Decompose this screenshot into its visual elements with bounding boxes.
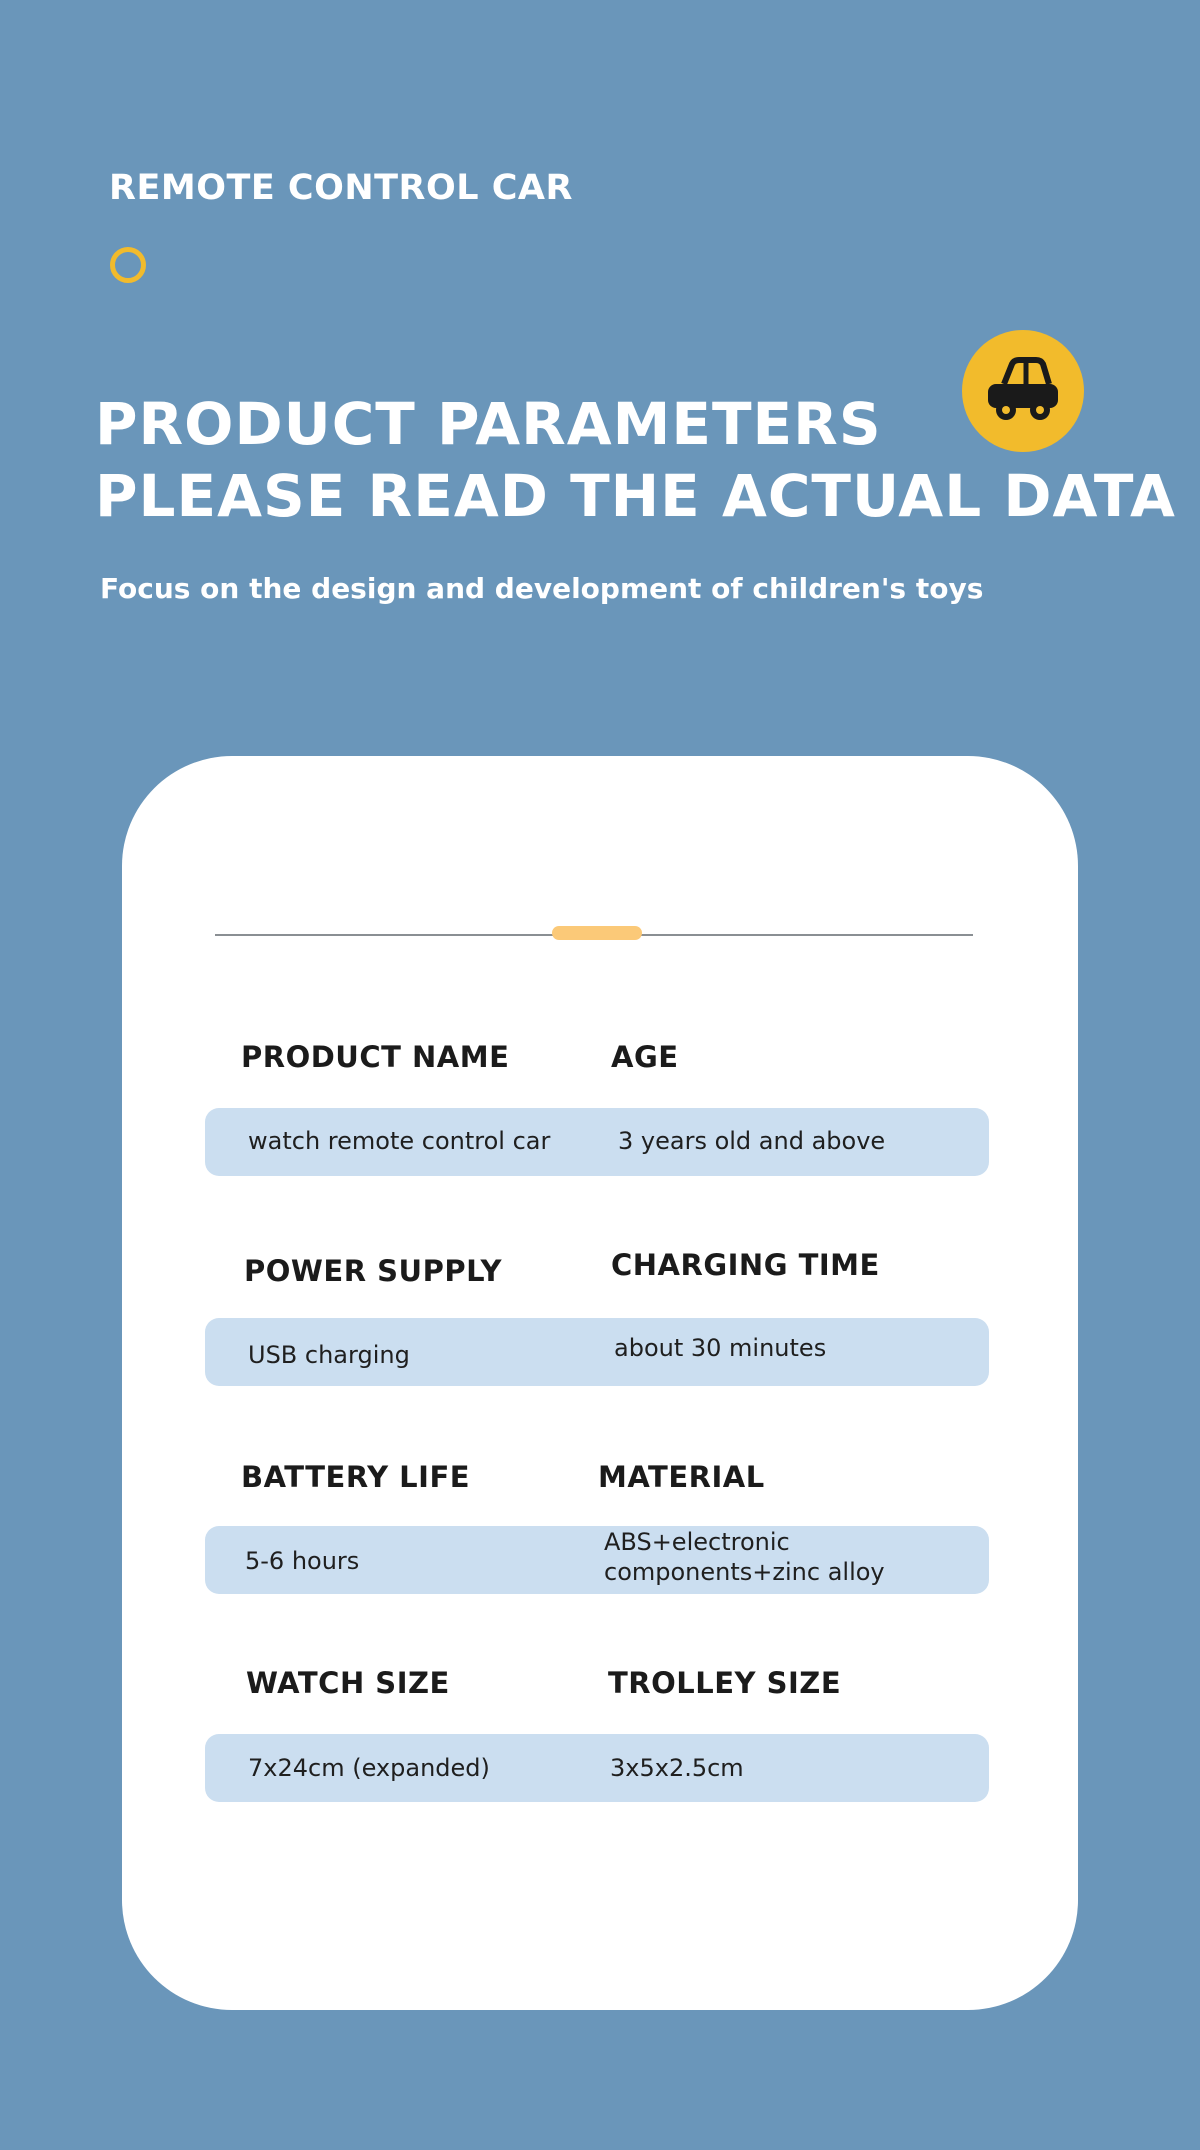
parameters-card [122,756,1078,2010]
brand-title: REMOTE CONTROL CAR [109,168,573,208]
value-charging-time: about 30 minutes [614,1334,827,1362]
value-trolley-size: 3x5x2.5cm [610,1754,744,1782]
ring-icon [110,247,146,283]
label-trolley-size: TROLLEY SIZE [608,1666,842,1700]
label-material: MATERIAL [598,1460,765,1494]
value-product-name: watch remote control car [248,1127,551,1155]
value-battery-life: 5-6 hours [245,1547,360,1575]
label-power-supply: POWER SUPPLY [244,1254,503,1288]
headline [95,388,1176,532]
value-material: ABS+electronic components+zinc alloy [604,1528,885,1586]
tagline: Focus on the design and development of children's toys [100,572,984,605]
value-age: 3 years old and above [618,1127,886,1155]
headline-line-2: PLEASE READ THE ACTUAL DATA [95,462,1176,530]
value-power-supply: USB charging [248,1341,410,1369]
divider-accent [552,926,642,940]
value-watch-size: 7x24cm (expanded) [248,1754,490,1782]
label-battery-life: BATTERY LIFE [241,1460,471,1494]
label-product-name: PRODUCT NAME [241,1040,510,1074]
label-watch-size: WATCH SIZE [246,1666,450,1700]
headline-line-1: PRODUCT PARAMETERS [95,390,882,458]
label-age: AGE [611,1040,679,1074]
label-charging-time: CHARGING TIME [611,1248,880,1282]
